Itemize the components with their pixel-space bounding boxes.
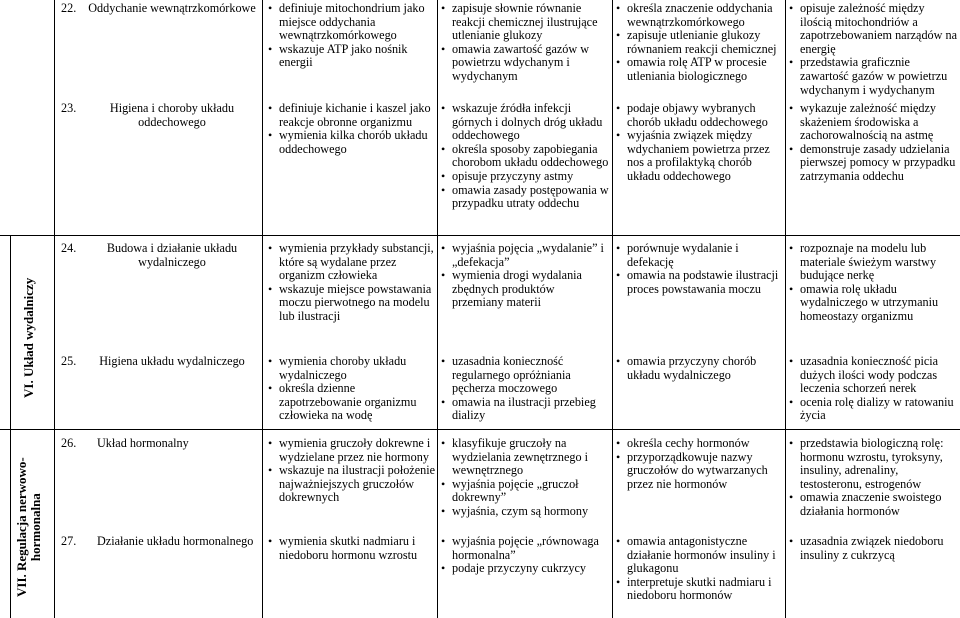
requirements-excellent (789, 535, 957, 562)
requirements-basic (268, 535, 436, 562)
requirements-list (789, 437, 957, 519)
requirements-list (441, 242, 609, 310)
list-item: • wymienia kilka chorób układu oddechowego (268, 129, 436, 156)
section-label-vi (21, 277, 36, 399)
list-item: • przyporządkowuje nazwy gruczołów do wytwarzanych przez nie hormonów (616, 451, 782, 492)
requirements-list (789, 355, 957, 423)
list-item: • omawia przyczyny chorób układu wydalniczego (616, 355, 782, 382)
requirements-basic (268, 437, 436, 505)
list-item: • uzasadnia konieczność regularnego opróżniania pęcherza moczowego (441, 355, 609, 396)
requirements-advanced (616, 355, 782, 382)
list-item: • wymienia skutki nadmiaru i niedoboru hormonu wzrostu (268, 535, 436, 562)
requirements-list (789, 102, 957, 184)
list-item: • wyjaśnia, czym są hormony (441, 505, 609, 519)
requirements-list (268, 2, 436, 70)
row-number: 24. (61, 241, 77, 255)
list-item: • określa dzienne zapotrzebowanie organizmu człowieka na wodę (268, 382, 436, 423)
list-item: • omawia rolę ATP w procesie utleniania biologicznego (616, 56, 782, 83)
requirements-advanced (616, 535, 782, 603)
requirements-excellent (789, 2, 957, 97)
row-number: 25. (61, 354, 77, 368)
requirements-excellent (789, 102, 957, 184)
requirements-list (441, 2, 609, 84)
topic-cell: Działanie układu hormonalnego (97, 534, 254, 548)
list-item: • zapisuje utlenianie glukozy równaniem reakcji chemicznej (616, 29, 782, 56)
requirements-advanced (616, 242, 782, 296)
requirements-advanced (616, 2, 782, 84)
topic-cell: Budowa i działanie układu wydalniczego (106, 241, 238, 269)
requirements-list (616, 242, 782, 296)
row-number: 27. (61, 534, 77, 548)
requirements-list (616, 535, 782, 603)
grid-line-col-b (54, 0, 55, 618)
list-item: • zapisuje słownie równanie reakcji chemicznej ilustrujące utlenianie glukozy (441, 2, 609, 43)
topic-cell: Układ hormonalny (97, 436, 189, 450)
list-item: • wymienia przykłady substancji, które są wydalane przez organizm człowieka (268, 242, 436, 283)
topic-cell: Higiena i choroby układu oddechowego (109, 101, 235, 129)
row-number: 22. (61, 1, 77, 15)
requirements-list (268, 242, 436, 324)
grid-line-bottom-of-section-v (0, 235, 960, 236)
list-item: • demonstruje zasady udzielania pierwszej pomocy w przypadku zatrzymania oddechu (789, 143, 957, 184)
list-item: • omawia antagonistyczne działanie hormonów insuliny i glukagonu (616, 535, 782, 576)
list-item: • wyjaśnia związek między wdychaniem powietrza przez nos a profilaktyką chorób układu oddechowego (616, 129, 782, 183)
requirements-excellent (789, 437, 957, 519)
grid-line-col-a (10, 235, 11, 618)
list-item: • podaje przyczyny cukrzycy (441, 562, 609, 576)
section-label-vii (14, 457, 43, 598)
list-item: • przedstawia graficznie zawartość gazów w powietrzu wdychanym i wydychanym (789, 56, 957, 97)
requirements-advanced (616, 437, 782, 491)
list-item: • określa cechy hormonów (616, 437, 782, 451)
list-item: • podaje objawy wybranych chorób układu oddechowego (616, 102, 782, 129)
list-item: • opisuje przyczyny astmy (441, 170, 609, 184)
requirements-list (441, 355, 609, 423)
requirements-extended (441, 242, 609, 310)
list-item: • interpretuje skutki nadmiaru i niedoboru hormonów (616, 576, 782, 603)
list-item: • klasyfikuje gruczoły na wydzielania zewnętrznego i wewnętrznego (441, 437, 609, 478)
list-item: • omawia na podstawie ilustracji proces powstawania moczu (616, 269, 782, 296)
requirements-list (789, 535, 957, 562)
requirements-extended (441, 437, 609, 519)
requirements-list (789, 242, 957, 324)
requirements-excellent (789, 355, 957, 423)
grid-line-col-d (437, 0, 438, 618)
list-item: • wyjaśnia pojęcia „wydalanie” i „defekacja” (441, 242, 609, 269)
requirements-list (268, 355, 436, 423)
section-label-vii-line1: VII. Regulacja nerwowo- (14, 457, 29, 597)
list-item: • definiuje mitochondrium jako miejsce oddychania wewnątrzkomórkowego (268, 2, 436, 43)
list-item: • wymienia gruczoły dokrewne i wydzielane przez nie hormony (268, 437, 436, 464)
requirements-extended (441, 355, 609, 423)
list-item: • porównuje wydalanie i defekację (616, 242, 782, 269)
list-item: • określa sposoby zapobiegania chorobom układu oddechowego (441, 143, 609, 170)
requirements-basic (268, 2, 436, 70)
requirements-basic (268, 102, 436, 156)
list-item: • wymienia choroby układu wydalniczego (268, 355, 436, 382)
requirements-basic (268, 355, 436, 423)
row-number: 23. (61, 101, 77, 115)
topic-cell: Oddychanie wewnątrzkomórkowe (88, 1, 256, 15)
list-item: • wskazuje ATP jako nośnik energii (268, 43, 436, 70)
grid-line-bottom-of-section-vi (0, 429, 960, 430)
list-item: • rozpoznaje na modelu lub materiale świeżym warstwy budujące nerkę (789, 242, 957, 283)
list-item: • wyjaśnia pojęcie „równowaga hormonalna” (441, 535, 609, 562)
section-label-vii-text (15, 457, 43, 597)
list-item: • omawia zasady postępowania w przypadku utraty oddechu (441, 184, 609, 211)
requirements-basic (268, 242, 436, 324)
list-item: • opisuje zależność między ilością mitochondriów a zapotrzebowaniem narządów na energię (789, 2, 957, 56)
list-item: • wskazuje źródła infekcji górnych i dolnych dróg układu oddechowego (441, 102, 609, 143)
requirements-excellent (789, 242, 957, 324)
list-item: • uzasadnia związek niedoboru insuliny z cukrzycą (789, 535, 957, 562)
topic-cell: Higiena układu wydalniczego (99, 354, 245, 368)
list-item: • omawia znaczenie swoistego działania hormonów (789, 491, 957, 518)
list-item: • wskazuje na ilustracji położenie najważniejszych gruczołów dokrewnych (268, 464, 436, 505)
requirements-list (441, 437, 609, 519)
grid-line-col-f (785, 0, 786, 618)
list-item: • omawia na ilustracji przebieg dializy (441, 396, 609, 423)
requirements-extended (441, 535, 609, 576)
requirements-list (616, 355, 782, 382)
list-item: • określa znaczenie oddychania wewnątrzkomórkowego (616, 2, 782, 29)
requirements-list (789, 2, 957, 97)
list-item: • uzasadnia konieczność picia dużych ilości wody podczas leczenia schorzeń nerek (789, 355, 957, 396)
list-item: • omawia rolę układu wydalniczego w utrzymaniu homeostazy organizmu (789, 283, 957, 324)
list-item: • wyjaśnia pojęcie „gruczoł dokrewny” (441, 478, 609, 505)
requirements-list (268, 437, 436, 505)
requirements-list (441, 535, 609, 576)
requirements-extended (441, 2, 609, 84)
list-item: • wymienia drogi wydalania zbędnych produktów przemiany materii (441, 269, 609, 310)
requirements-extended (441, 102, 609, 211)
list-item: • wykazuje zależność między skażeniem środowiska a zachorowalnością na astmę (789, 102, 957, 143)
requirements-list (441, 102, 609, 211)
section-label-vi-text: VI. Układ wydalniczy (21, 277, 36, 398)
requirements-list (268, 102, 436, 156)
list-item: • omawia zawartość gazów w powietrzu wdychanym i wydychanym (441, 43, 609, 84)
requirements-list (268, 535, 436, 562)
requirements-list (616, 437, 782, 491)
row-number: 26. (61, 436, 77, 450)
grid-line-col-c (262, 0, 263, 618)
list-item: • przedstawia biologiczną rolę: hormonu wzrostu, tyroksyny, insuliny, adrenaliny, testosteronu, estrogenów (789, 437, 957, 491)
list-item: • wskazuje miejsce powstawania moczu pierwotnego na modelu lub ilustracji (268, 283, 436, 324)
list-item: • definiuje kichanie i kaszel jako reakcje obronne organizmu (268, 102, 436, 129)
requirements-advanced (616, 102, 782, 184)
requirements-list (616, 2, 782, 84)
requirements-list (616, 102, 782, 184)
list-item: • ocenia rolę dializy w ratowaniu życia (789, 396, 957, 423)
section-label-vii-line2: hormonalna (28, 493, 43, 562)
grid-line-col-e (612, 0, 613, 618)
